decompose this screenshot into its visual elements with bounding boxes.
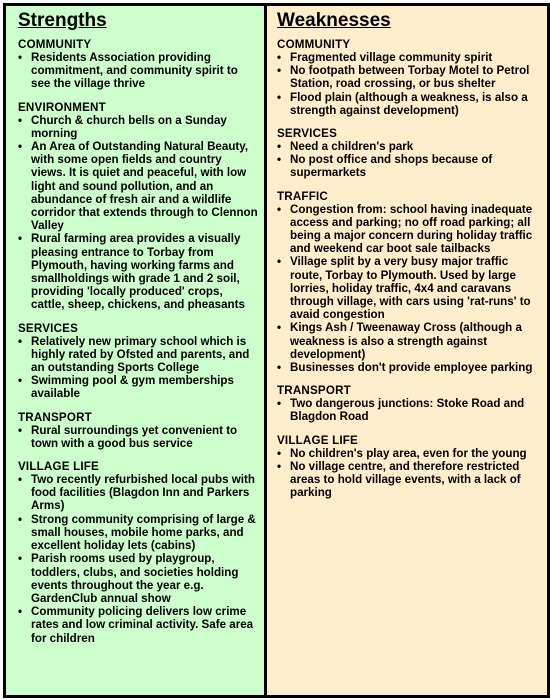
section-title: COMMUNITY — [18, 38, 92, 51]
list-item: • Businesses don't provide employee parking — [277, 361, 541, 374]
strengths-section-environment — [18, 101, 258, 312]
list-item: • Strong community comprising of large & small houses, mobile home parks, and excellent holiday lets (cabins) — [18, 513, 258, 553]
list-item: • No post office and shops because of supermarkets — [277, 153, 541, 179]
section-title: ENVIRONMENT — [18, 100, 106, 114]
list-item: • Need a children's park — [277, 140, 541, 153]
bullet-list — [277, 447, 541, 500]
list-item: • Rural surroundings yet convenient to town with a good bus service — [18, 424, 258, 450]
bullet-list — [18, 424, 258, 450]
section-title: SERVICES — [18, 321, 79, 335]
strengths-section-community — [18, 38, 258, 91]
section-title: VILLAGE LIFE — [18, 460, 99, 474]
weaknesses-column — [267, 6, 547, 695]
weaknesses-sections — [277, 38, 541, 499]
strengths-section-transport — [18, 411, 258, 450]
section-title: VILLAGE LIFE — [277, 433, 358, 447]
weaknesses-section-community — [277, 38, 541, 117]
strengths-column — [6, 6, 267, 695]
list-item: • Flood plain (although a weakness, is also a strength against development) — [277, 91, 541, 117]
bullet-list — [277, 51, 541, 117]
section-title: COMMUNITY — [277, 38, 351, 51]
list-item: • Parish rooms used by playgroup, toddlers, clubs, and societies holding events throughout the year e.g. GardenClub annual show — [18, 552, 258, 605]
strengths-heading: Strengths — [18, 10, 107, 31]
list-item: • Community policing delivers low crime rates and low criminal activity. Safe area for children — [18, 605, 258, 645]
bullet-list — [18, 114, 258, 312]
bullet-list — [18, 473, 258, 645]
list-item: • Two recently refurbished local pubs with food facilities (Blagdon Inn and Parkers Arms) — [18, 473, 258, 513]
section-title: TRANSPORT — [277, 384, 351, 398]
strengths-sections — [18, 38, 258, 645]
list-item: • An Area of Outstanding Natural Beauty, with some open fields and country views. It is quiet and peaceful, with low light and sound pollution, and an abundance of fresh air and a wildlife corridor that extends through to Clennon Valley — [18, 140, 258, 232]
list-item: • No footpath between Torbay Motel to Petrol Station, road crossing, or bus shelter — [277, 64, 541, 90]
list-item: • Relatively new primary school which is highly rated by Ofsted and parents, and an outstanding Sports College — [18, 335, 258, 375]
list-item: • Village split by a very busy major traffic route, Torbay to Plymouth. Used by large lorries, holiday traffic, 4x4 and caravans through village, with cars using 'rat-runs' to avaid congestion — [277, 255, 541, 321]
list-item: • Two dangerous junctions: Stoke Road and Blagdon Road — [277, 397, 541, 423]
bullet-list — [18, 335, 258, 401]
list-item: • Swimming pool & gym memberships available — [18, 374, 258, 400]
list-item: • No children's play area, even for the young — [277, 447, 541, 460]
strengths-section-services — [18, 322, 258, 401]
list-item: • Rural farming area provides a visually pleasing entrance to Torbay from Plymouth, having working farms and smallholdings with grade 1 and 2 soil, providing 'locally produced' crops, cattle, sheep, chickens, and pheasants — [18, 232, 258, 311]
weaknesses-section-services — [277, 127, 541, 180]
list-item: • No village centre, and therefore restricted areas to hold village events, with a lack of parking — [277, 460, 541, 500]
section-title: TRANSPORT — [18, 410, 92, 424]
weaknesses-section-transport — [277, 384, 541, 423]
list-item: • Fragmented village community spirit — [277, 51, 541, 64]
list-item: • Congestion from: school having inadequate access and parking; no off road parking; all being a major concern during holiday traffic and weekend car boot sale tailbacks — [277, 203, 541, 256]
list-item: • Church & church bells on a Sunday morning — [18, 114, 258, 140]
swot-table — [3, 3, 550, 698]
bullet-list — [277, 397, 541, 423]
bullet-list — [277, 140, 541, 180]
weaknesses-section-traffic — [277, 190, 541, 375]
list-item: • Residents Association providing commitment, and community spirit to see the village thrive — [18, 51, 258, 91]
section-title: TRAFFIC — [277, 189, 328, 203]
weaknesses-heading: Weaknesses — [277, 10, 391, 31]
bullet-list — [18, 51, 258, 91]
section-title: SERVICES — [277, 127, 338, 141]
list-item: • Kings Ash / Tweenaway Cross (although a weakness is also a strength against development) — [277, 321, 541, 361]
strengths-section-village-life — [18, 460, 258, 645]
bullet-list — [277, 203, 541, 375]
weaknesses-section-village-life — [277, 434, 541, 500]
